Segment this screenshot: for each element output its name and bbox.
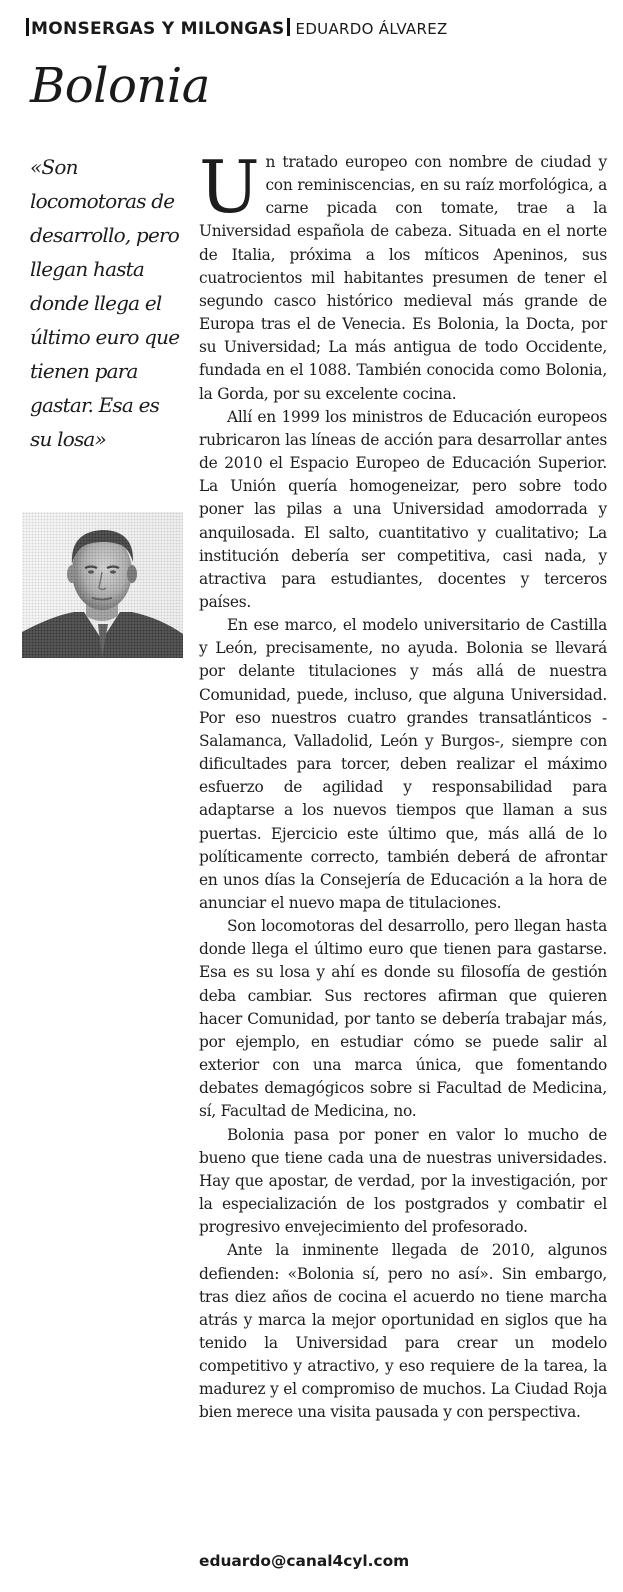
drop-cap: U xyxy=(199,145,260,229)
author-portrait xyxy=(22,512,183,658)
article-paragraph: Son locomotoras del desarrollo, pero llegan hasta donde llega el último euro que tienen para gastarse. Esa es su losa y ahí es donde su filosofía de gestión deba cambiar. Sus rectores afirman que quieren hacer Comunidad, por tanto se debería trabajar más, por ejemplo, en estudiar cómo se puede salir al exterior con una marca única, que fomentando debates demagógicos sobre si Facultad de Medicina, sí, Facultad de Medicina, no. xyxy=(199,917,607,1121)
article-paragraph xyxy=(199,145,607,406)
section-header xyxy=(26,18,606,46)
section-name: MONSERGAS Y MILONGAS xyxy=(31,19,285,39)
article-paragraph: Bolonia pasa por poner en valor lo mucho de bueno que tiene cada una de nuestras universidades. Hay que apostar, de verdad, por la investigación, por la especialización de los postgrados y combatir el progresivo envejecimiento del profesorado. xyxy=(199,1125,607,1237)
article-paragraph: Ante la inminente llegada de 2010, algunos defienden: «Bolonia sí, pero no así». Sin embargo, tras diez años de cocina el acuerdo no tiene marcha atrás y marca la mejor oportunidad en siglos que ha tenido la Universidad para crear un modelo competitivo y atractivo, y eso requiere de la tarea, la madurez y el compromiso de muchos. La Ciudad Roja bien merece una visita pausada y con perspectiva. xyxy=(199,1241,607,1422)
section-author: EDUARDO ÁLVAREZ xyxy=(295,20,448,38)
headline: Bolonia xyxy=(30,58,210,114)
article-paragraph: Allí en 1999 los ministros de Educación europeos rubricaron las líneas de acción para desarrollar antes de 2010 el Espacio Europeo de Educación Superior. La Unión quería homogeneizar, pero sobre todo poner las pilas a una Universidad amodorrada y anquilosada. El salto, cuantitativo y cualitativo; La institución debería ser competitiva, casi nada, y atractiva para estudiantes, docentes y terceros países. xyxy=(199,407,607,611)
section-bar-left xyxy=(26,18,29,36)
author-email: eduardo@canal4cyl.com xyxy=(199,1552,410,1570)
paragraph-text: n tratado europeo con nombre de ciudad y con reminiscencias, en su raíz morfológica, a carne picada con tomate, trae a la Universidad española de cabeza. Situada en el norte de Italia, próxima a los míticos Apeninos, sus cuatrocientos mil habitantes presumen de tener el segundo casco histórico medieval más grande de Europa tras el de Venecia. Es Bolonia, la Docta, por su Universidad; La más antigua de todo Occidente, fundada en el 1088. También conocida como Bolonia, la Gorda, por su excelente cocina. xyxy=(199,153,607,403)
author-portrait-image xyxy=(22,512,183,658)
article-paragraph: En ese marco, el modelo universitario de Castilla y León, precisamente, no ayuda. Bolonia se llevará por delante titulaciones y más allá de nuestra Comunidad, puede, incluso, que alguna Universidad. Por eso nuestros cuatro grandes transatlánticos -Salamanca, Valladolid, León y Burgos-, siempre con dificultades para torcer, deben realizar el máximo esfuerzo de agilidad y responsabilidad para adaptarse a los nuevos tiempos que llaman a sus puertas. Ejercicio este último que, más allá de lo políticamente correcto, también deberá de afrontar en unos días la Consejería de Educación a la hora de anunciar el nuevo mapa de titulaciones. xyxy=(199,616,607,912)
pull-quote: «Son locomotoras de desarrollo, pero llegan hasta donde llega el último euro que tienen para gastar. Esa es su losa» xyxy=(30,155,180,451)
article-body xyxy=(199,145,607,1425)
section-bar-divider xyxy=(287,18,290,36)
